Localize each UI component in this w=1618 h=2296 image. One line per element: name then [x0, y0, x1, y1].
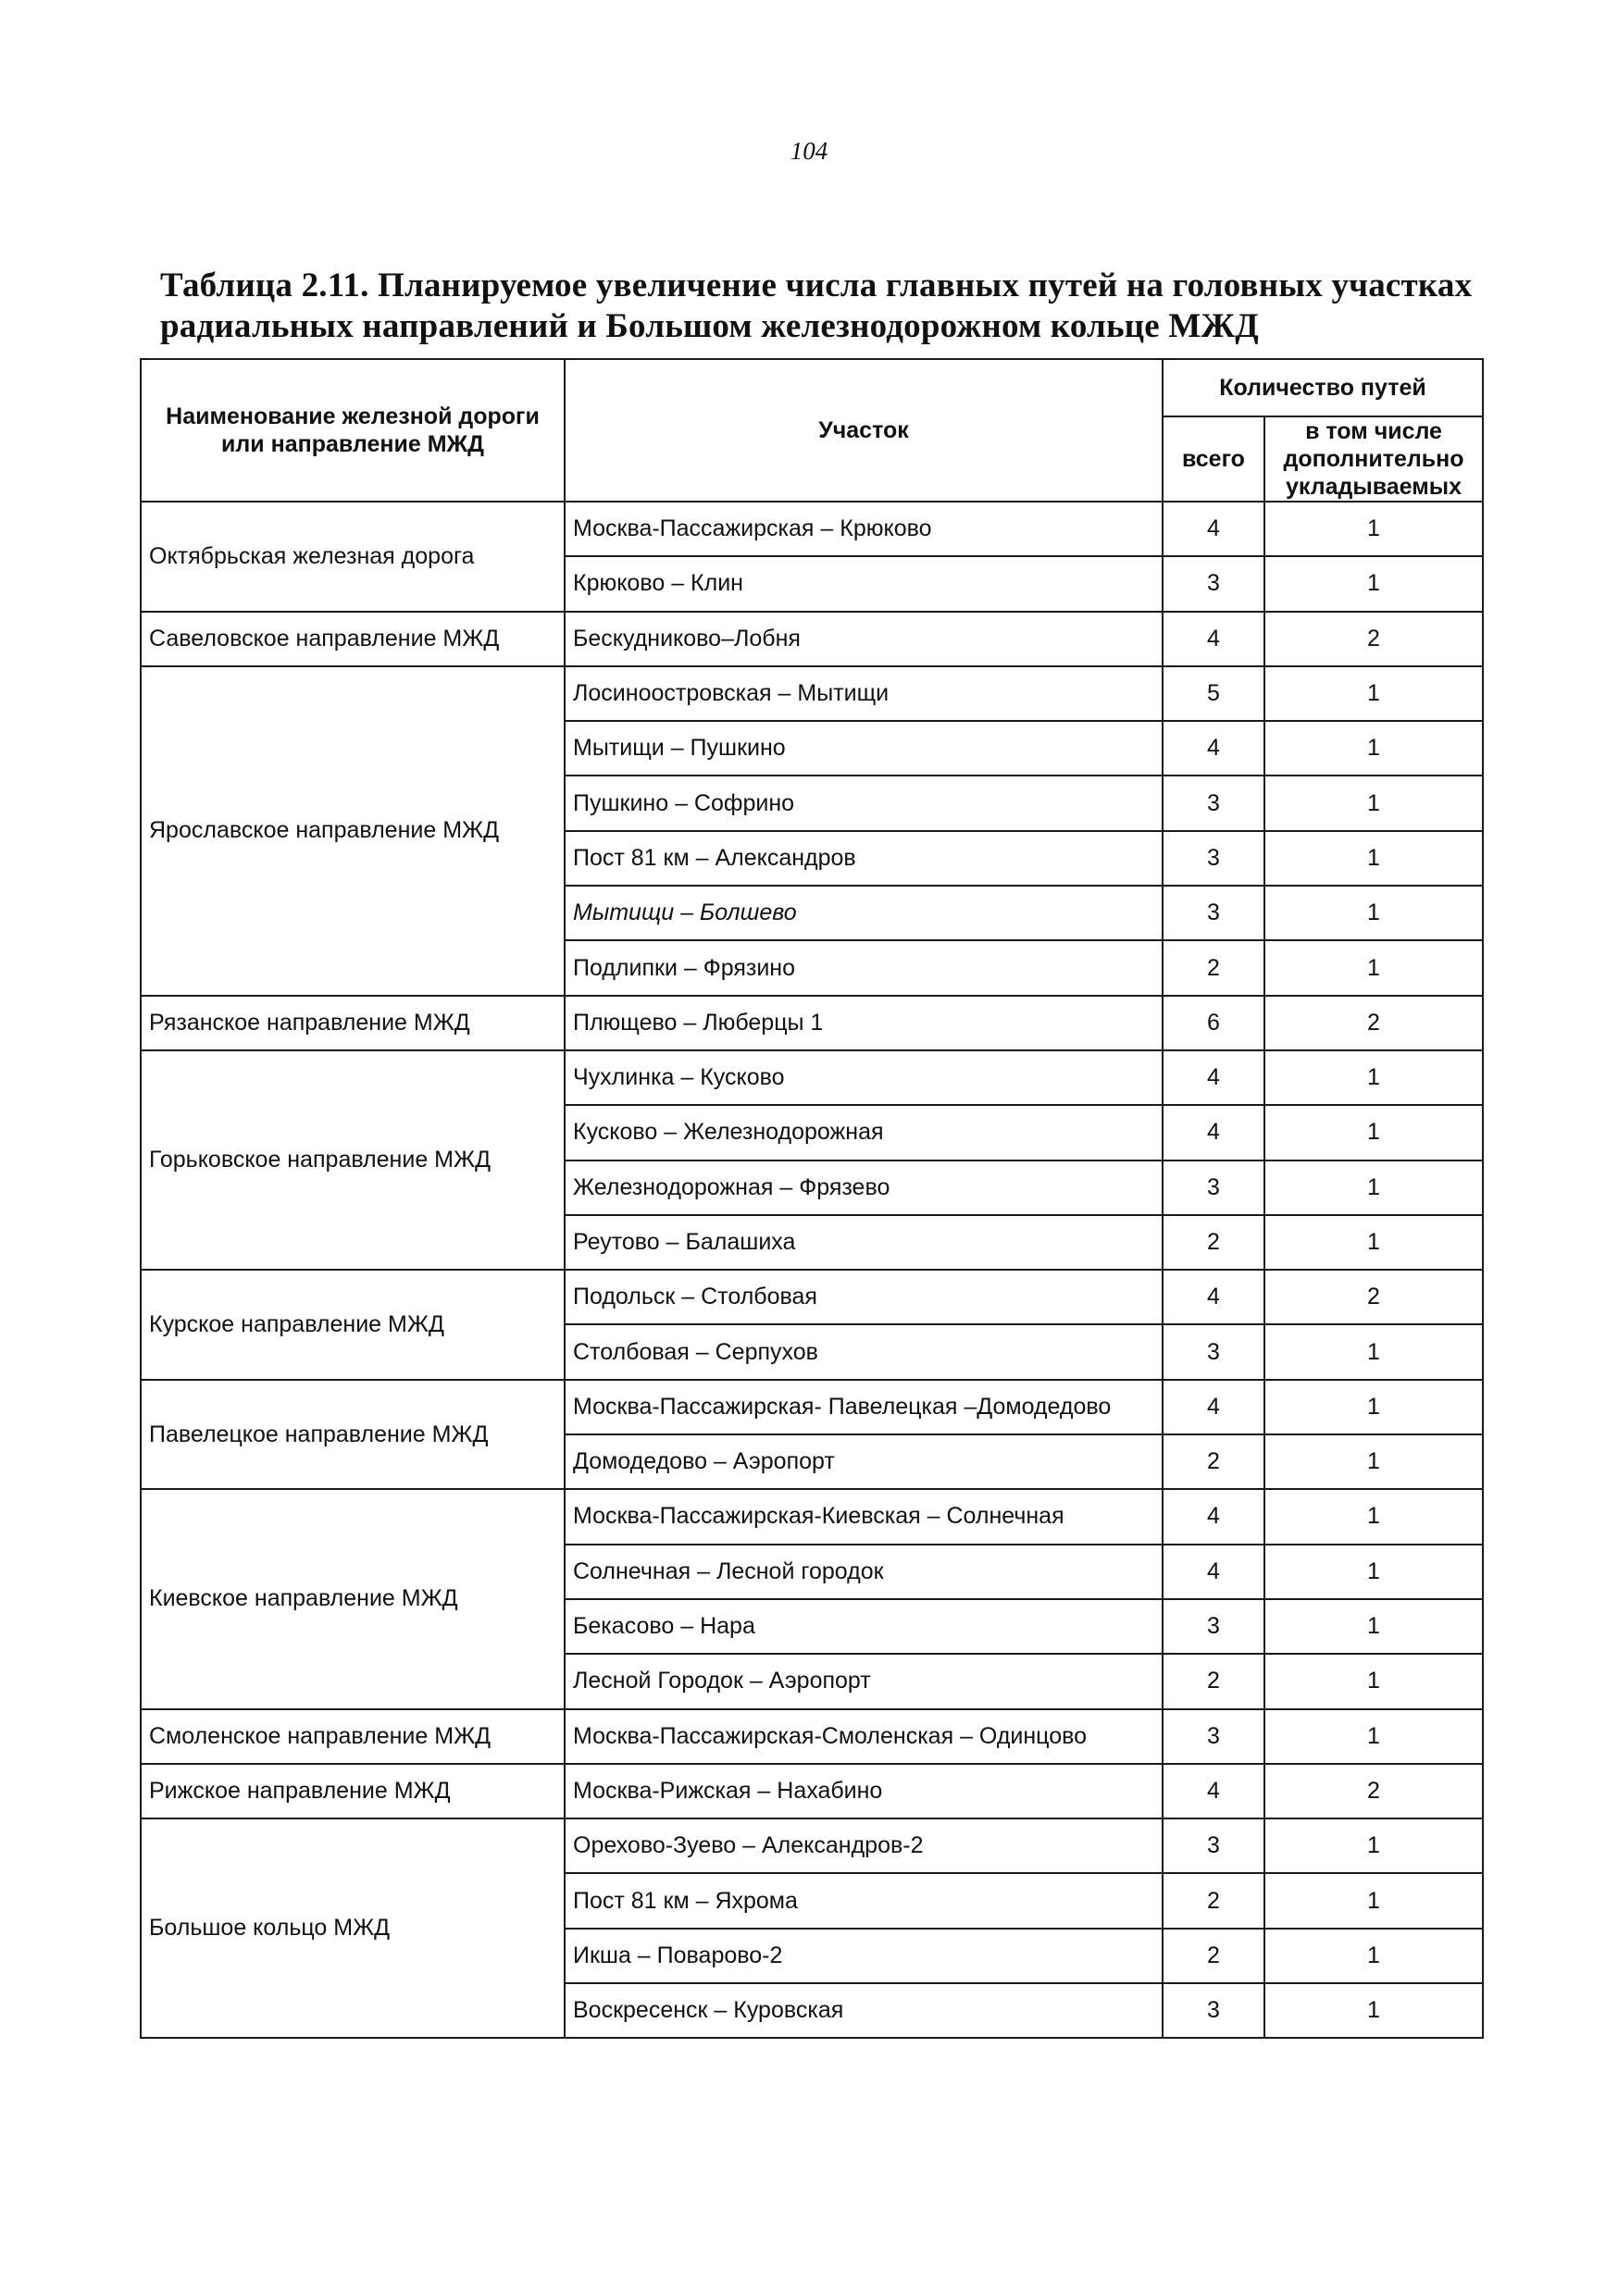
additional-tracks-cell: 2	[1264, 1764, 1483, 1818]
additional-tracks-cell: 1	[1264, 886, 1483, 940]
additional-tracks-cell: 1	[1264, 1599, 1483, 1654]
table-row	[141, 1489, 1483, 1544]
additional-tracks-cell: 1	[1264, 721, 1483, 776]
section-cell: Лесной Городок – Аэропорт	[565, 1654, 1163, 1708]
total-tracks-cell: 2	[1163, 1434, 1264, 1489]
additional-tracks-cell: 1	[1264, 1434, 1483, 1489]
section-cell: Орехово-Зуево – Александров-2	[565, 1818, 1163, 1873]
section-cell: Икша – Поварово-2	[565, 1929, 1163, 1983]
total-tracks-cell: 3	[1163, 1709, 1264, 1764]
section-cell: Москва-Пассажирская – Крюково	[565, 502, 1163, 556]
railway-name-cell: Большое кольцо МЖД	[141, 1818, 565, 2038]
additional-tracks-cell: 1	[1264, 1050, 1483, 1105]
section-cell: Подольск – Столбовая	[565, 1270, 1163, 1324]
railway-name-cell: Савеловское направление МЖД	[141, 612, 565, 666]
additional-tracks-cell: 1	[1264, 1929, 1483, 1983]
additional-tracks-cell: 1	[1264, 1324, 1483, 1379]
additional-tracks-cell: 1	[1264, 556, 1483, 611]
additional-tracks-cell: 1	[1264, 1215, 1483, 1270]
additional-tracks-cell: 1	[1264, 1489, 1483, 1544]
additional-tracks-cell: 1	[1264, 776, 1483, 830]
header-additional: в том числе дополнительно укладываемых	[1264, 416, 1483, 502]
header-section: Участок	[565, 359, 1163, 502]
railway-name-cell: Рязанское направление МЖД	[141, 996, 565, 1050]
header-tracks: Количество путей	[1163, 359, 1483, 416]
table-row	[141, 1050, 1483, 1105]
section-cell: Пушкино – Софрино	[565, 776, 1163, 830]
section-cell: Чухлинка – Кусково	[565, 1050, 1163, 1105]
additional-tracks-cell: 1	[1264, 1380, 1483, 1434]
section-cell: Пост 81 км – Александров	[565, 831, 1163, 886]
additional-tracks-cell: 1	[1264, 1160, 1483, 1215]
railway-name-cell: Горьковское направление МЖД	[141, 1050, 565, 1270]
table-header	[141, 359, 1483, 502]
total-tracks-cell: 4	[1163, 1764, 1264, 1818]
total-tracks-cell: 4	[1163, 1050, 1264, 1105]
railway-name-cell: Курское направление МЖД	[141, 1270, 565, 1380]
table-row	[141, 1709, 1483, 1764]
section-cell: Воскресенск – Куровская	[565, 1983, 1163, 2038]
section-cell: Солнечная – Лесной городок	[565, 1545, 1163, 1599]
additional-tracks-cell: 1	[1264, 1105, 1483, 1160]
header-total: всего	[1163, 416, 1264, 502]
additional-tracks-cell: 2	[1264, 1270, 1483, 1324]
tracks-table	[140, 358, 1484, 2039]
section-cell: Реутово – Балашиха	[565, 1215, 1163, 1270]
total-tracks-cell: 3	[1163, 1599, 1264, 1654]
total-tracks-cell: 2	[1163, 1873, 1264, 1928]
total-tracks-cell: 4	[1163, 721, 1264, 776]
section-cell: Москва-Пассажирская-Киевская – Солнечная	[565, 1489, 1163, 1544]
railway-name-cell: Рижское направление МЖД	[141, 1764, 565, 1818]
page-number: 104	[790, 137, 828, 165]
section-cell: Домодедово – Аэропорт	[565, 1434, 1163, 1489]
total-tracks-cell: 4	[1163, 1270, 1264, 1324]
section-cell: Пост 81 км – Яхрома	[565, 1873, 1163, 1928]
total-tracks-cell: 3	[1163, 886, 1264, 940]
total-tracks-cell: 2	[1163, 1654, 1264, 1708]
total-tracks-cell: 2	[1163, 1929, 1264, 1983]
section-cell: Москва-Рижская – Нахабино	[565, 1764, 1163, 1818]
total-tracks-cell: 4	[1163, 502, 1264, 556]
table-row	[141, 666, 1483, 721]
total-tracks-cell: 5	[1163, 666, 1264, 721]
table-body	[141, 502, 1483, 2038]
railway-name-cell: Ярославское направление МЖД	[141, 666, 565, 996]
railway-name-cell: Павелецкое направление МЖД	[141, 1380, 565, 1490]
total-tracks-cell: 2	[1163, 940, 1264, 995]
section-cell: Крюково – Клин	[565, 556, 1163, 611]
section-cell: Бекасово – Нара	[565, 1599, 1163, 1654]
section-cell: Мытищи – Пушкино	[565, 721, 1163, 776]
section-cell: Столбовая – Серпухов	[565, 1324, 1163, 1379]
section-cell: Москва-Пассажирская- Павелецкая –Домодедово	[565, 1380, 1163, 1434]
total-tracks-cell: 3	[1163, 776, 1264, 830]
total-tracks-cell: 3	[1163, 556, 1264, 611]
total-tracks-cell: 4	[1163, 612, 1264, 666]
additional-tracks-cell: 1	[1264, 1818, 1483, 1873]
section-cell: Мытищи – Болшево	[565, 886, 1163, 940]
total-tracks-cell: 4	[1163, 1380, 1264, 1434]
additional-tracks-cell: 1	[1264, 1709, 1483, 1764]
table-row	[141, 1764, 1483, 1818]
section-cell: Плющево – Люберцы 1	[565, 996, 1163, 1050]
additional-tracks-cell: 1	[1264, 666, 1483, 721]
table-caption: Таблица 2.11. Планируемое увеличение числа главных путей на головных участках радиальных направлений и Большом железнодорожном кольце МЖД	[160, 267, 1473, 345]
additional-tracks-cell: 1	[1264, 1654, 1483, 1708]
section-cell: Лосиноостровская – Мытищи	[565, 666, 1163, 721]
table-row	[141, 612, 1483, 666]
total-tracks-cell: 2	[1163, 1215, 1264, 1270]
section-cell: Кусково – Железнодорожная	[565, 1105, 1163, 1160]
header-name: Наименование железной дороги или направление МЖД	[141, 359, 565, 502]
table-row	[141, 502, 1483, 556]
table-row	[141, 1270, 1483, 1324]
total-tracks-cell: 3	[1163, 831, 1264, 886]
total-tracks-cell: 3	[1163, 1818, 1264, 1873]
section-cell: Москва-Пассажирская-Смоленская – Одинцово	[565, 1709, 1163, 1764]
total-tracks-cell: 6	[1163, 996, 1264, 1050]
additional-tracks-cell: 1	[1264, 1545, 1483, 1599]
railway-name-cell: Киевское направление МЖД	[141, 1489, 565, 1708]
table-row	[141, 996, 1483, 1050]
table-row	[141, 1380, 1483, 1434]
additional-tracks-cell: 2	[1264, 996, 1483, 1050]
additional-tracks-cell: 1	[1264, 502, 1483, 556]
table-row	[141, 1818, 1483, 1873]
total-tracks-cell: 4	[1163, 1545, 1264, 1599]
additional-tracks-cell: 1	[1264, 831, 1483, 886]
additional-tracks-cell: 1	[1264, 1873, 1483, 1928]
section-cell: Подлипки – Фрязино	[565, 940, 1163, 995]
total-tracks-cell: 3	[1163, 1324, 1264, 1379]
total-tracks-cell: 4	[1163, 1105, 1264, 1160]
total-tracks-cell: 3	[1163, 1160, 1264, 1215]
railway-name-cell: Октябрьская железная дорога	[141, 502, 565, 612]
additional-tracks-cell: 2	[1264, 612, 1483, 666]
total-tracks-cell: 4	[1163, 1489, 1264, 1544]
section-cell: Железнодорожная – Фрязево	[565, 1160, 1163, 1215]
additional-tracks-cell: 1	[1264, 1983, 1483, 2038]
additional-tracks-cell: 1	[1264, 940, 1483, 995]
section-cell: Бескудниково–Лобня	[565, 612, 1163, 666]
total-tracks-cell: 3	[1163, 1983, 1264, 2038]
railway-name-cell: Смоленское направление МЖД	[141, 1709, 565, 1764]
